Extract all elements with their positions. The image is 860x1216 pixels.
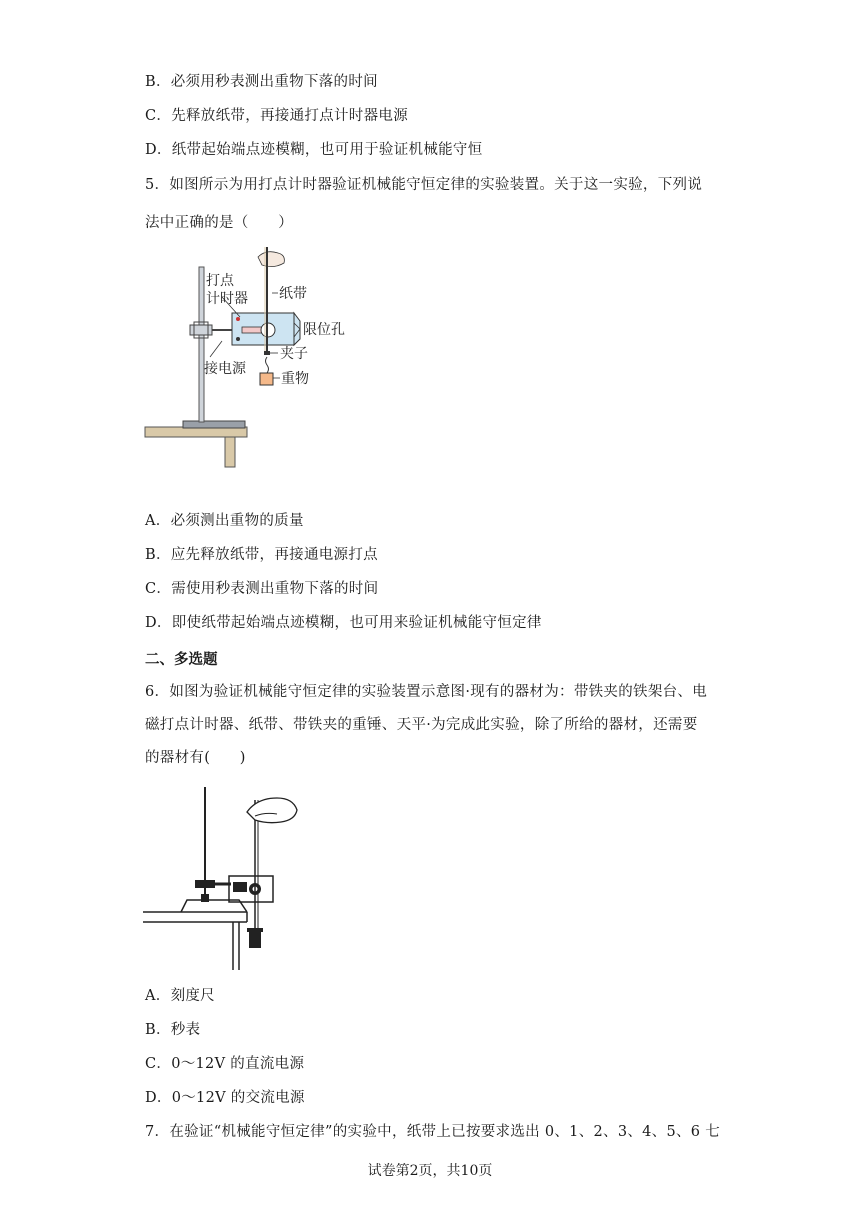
label-weight: 重物 bbox=[281, 371, 309, 387]
label-tape: 纸带 bbox=[279, 286, 307, 302]
label-timer-line2: 计时器 bbox=[206, 291, 248, 307]
q4-option-c: C．先释放纸带，再接通打点计时器电源 bbox=[145, 108, 408, 124]
q6-option-c: C．0～12V 的直流电源 bbox=[145, 1056, 305, 1072]
q7-stem-line1: 7．在验证“机械能守恒定律”的实验中，纸带上已按要求选出 0、1、2、3、4、5、6 七 bbox=[145, 1124, 721, 1140]
q4-option-d: D．纸带起始端点迹模糊，也可用于验证机械能守恒 bbox=[145, 142, 483, 158]
q6-stem-line3: 的器材有( ) bbox=[145, 750, 246, 766]
q6-option-a: A．刻度尺 bbox=[145, 988, 215, 1004]
q6-apparatus-figure bbox=[143, 782, 313, 972]
q6-option-b: B．秒表 bbox=[145, 1022, 201, 1038]
q5-option-d: D．即使纸带起始端点迹模糊，也可用来验证机械能守恒定律 bbox=[145, 615, 542, 631]
q6-stem-line2: 磁打点计时器、纸带、带铁夹的重锤、天平·为完成此实验，除了所给的器材，还需要 bbox=[145, 717, 698, 733]
section-title-multi-choice: 二、多选题 bbox=[145, 652, 218, 668]
label-timer-line1: 打点 bbox=[206, 273, 234, 289]
q5-option-a: A．必须测出重物的质量 bbox=[145, 513, 304, 529]
q4-option-b: B．必须用秒表测出重物下落的时间 bbox=[145, 74, 378, 90]
label-hole: 限位孔 bbox=[303, 322, 345, 338]
q5-apparatus-figure bbox=[140, 245, 360, 470]
label-power: 接电源 bbox=[204, 361, 246, 377]
q6-stem-line1: 6．如图为验证机械能守恒定律的实验装置示意图·现有的器材为：带铁夹的铁架台、电 bbox=[145, 684, 708, 700]
label-clip: 夹子 bbox=[280, 346, 308, 362]
q5-stem-line1: 5．如图所示为用打点计时器验证机械能守恒定律的实验装置。关于这一实验，下列说 bbox=[145, 177, 703, 193]
q6-option-d: D．0～12V 的交流电源 bbox=[145, 1090, 305, 1106]
q5-option-c: C．需使用秒表测出重物下落的时间 bbox=[145, 581, 379, 597]
page-footer: 试卷第2页，共10页 bbox=[367, 1163, 493, 1179]
q5-stem-line2: 法中正确的是（ ） bbox=[145, 215, 293, 231]
q5-option-b: B．应先释放纸带，再接通电源打点 bbox=[145, 547, 378, 563]
